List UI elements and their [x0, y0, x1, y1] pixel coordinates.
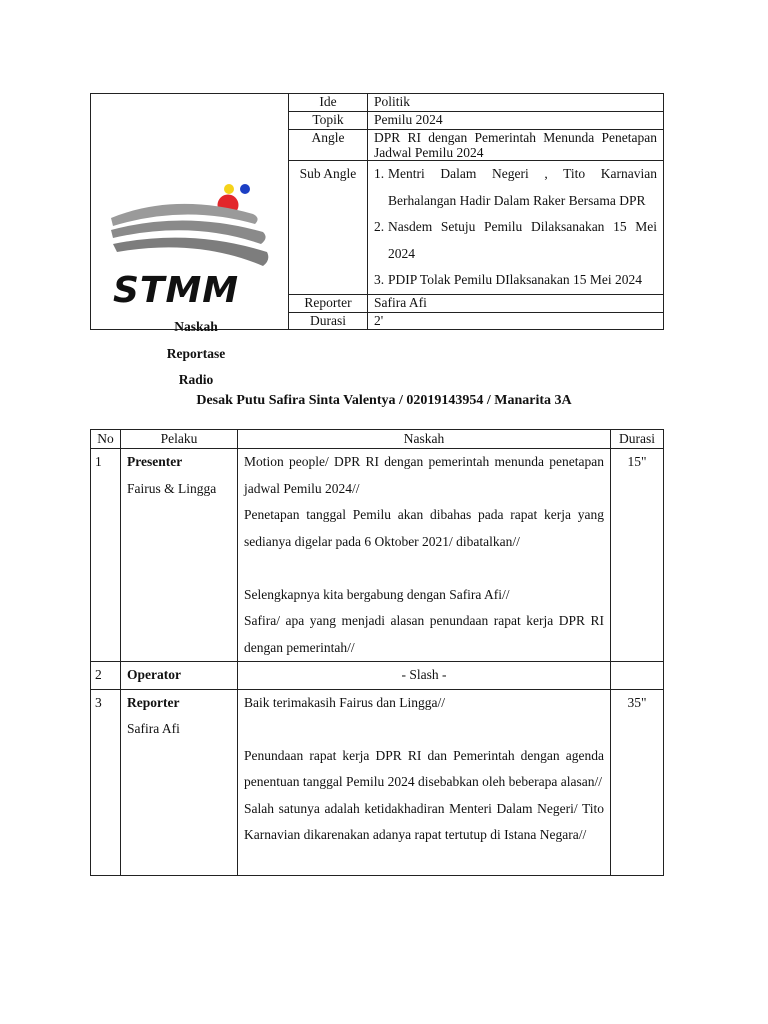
pelaku-role: Operator: [127, 667, 181, 682]
script-header-row: [91, 430, 664, 449]
pelaku-name: Safira Afi: [127, 721, 180, 736]
table-row: [91, 449, 664, 662]
logo-dot-yellow: [224, 184, 234, 194]
naskah-paragraph: Baik terimakasih Fairus dan Lingga//: [244, 694, 445, 710]
naskah-paragraph: Selengkapnya kita bergabung dengan Safira Afi//: [244, 586, 510, 602]
table-row: [91, 662, 664, 690]
row-naskah: [238, 449, 611, 662]
row-no: 3: [91, 689, 121, 876]
sub-angle-list: [368, 161, 664, 295]
sub-angle-item: 3. PDIP Tolak Pemilu DIlaksanakan 15 Mei 2024: [374, 272, 643, 287]
stmm-logo: [105, 134, 275, 314]
durasi-value: 2': [368, 312, 664, 329]
row-no: 2: [91, 662, 121, 690]
header-no: No: [91, 430, 121, 449]
logo-dot-blue: [240, 184, 250, 194]
naskah-paragraph: Penetapan tanggal Pemilu akan dibahas pada rapat kerja yang sedianya digelar pada 6 Oktober 2021/ dibatalkan//: [244, 507, 604, 549]
student-identity-line: Desak Putu Safira Sinta Valentya / 02019143954 / Manarita 3A: [196, 393, 572, 408]
pelaku-role: Reporter: [127, 694, 180, 710]
angle-label: Angle: [289, 130, 368, 161]
row-no: 1: [91, 449, 121, 662]
header-pelaku: Pelaku: [121, 430, 238, 449]
script-table: [90, 429, 664, 876]
table-row: [91, 689, 664, 876]
logo-wordmark: STMM: [113, 270, 240, 311]
reporter-value: Safira Afi: [368, 294, 664, 312]
row-durasi: 15": [611, 449, 664, 662]
sub-angle-item: 2. Nasdem Setuju Pemilu Dilaksanakan 15 Mei 2024: [374, 219, 657, 261]
pelaku-role: Presenter: [127, 454, 183, 469]
ide-label: Ide: [289, 94, 368, 112]
durasi-label: Durasi: [289, 312, 368, 329]
angle-value: DPR RI dengan Pemerintah Menunda Penetapan Jadwal Pemilu 2024: [368, 130, 664, 161]
sub-angle-item: 1. Mentri Dalam Negeri , Tito Karnavian Berhalangan Hadir Dalam Raker Bersama DPR: [374, 166, 657, 208]
naskah-paragraph: Safira/ apa yang menjadi alasan penundaan rapat kerja DPR RI dengan pemerintah//: [244, 613, 604, 655]
header-durasi: Durasi: [611, 430, 664, 449]
row-naskah: - Slash -: [238, 662, 611, 690]
row-naskah: [238, 689, 611, 876]
topik-value: Pemilu 2024: [368, 112, 664, 130]
logo-cell: [91, 94, 289, 387]
naskah-title: Naskah Reportase Radio: [166, 319, 226, 387]
pelaku-name: Fairus & Lingga: [127, 480, 217, 496]
row-pelaku: [121, 689, 238, 876]
header-table: [90, 93, 664, 387]
header-naskah: Naskah: [238, 430, 611, 449]
row-pelaku: [121, 662, 238, 690]
row-pelaku: [121, 449, 238, 662]
row-durasi: 35": [611, 689, 664, 876]
reporter-label: Reporter: [289, 294, 368, 312]
sub-angle-label: Sub Angle: [289, 161, 368, 295]
naskah-paragraph: Penundaan rapat kerja DPR RI dan Pemerintah dengan agenda penentuan tanggal Pemilu 2024 disebabkan oleh beberapa alasan//: [244, 747, 604, 789]
ide-value: Politik: [368, 94, 664, 112]
row-durasi: [611, 662, 664, 690]
naskah-paragraph: Motion people/ DPR RI dengan pemerintah menunda penetapan jadwal Pemilu 2024//: [244, 454, 604, 496]
topik-label: Topik: [289, 112, 368, 130]
naskah-paragraph: Salah satunya adalah ketidakhadiran Menteri Dalam Negeri/ Tito Karnavian dikarenakan adanya rapat tertutup di Istana Negara//: [244, 800, 604, 842]
